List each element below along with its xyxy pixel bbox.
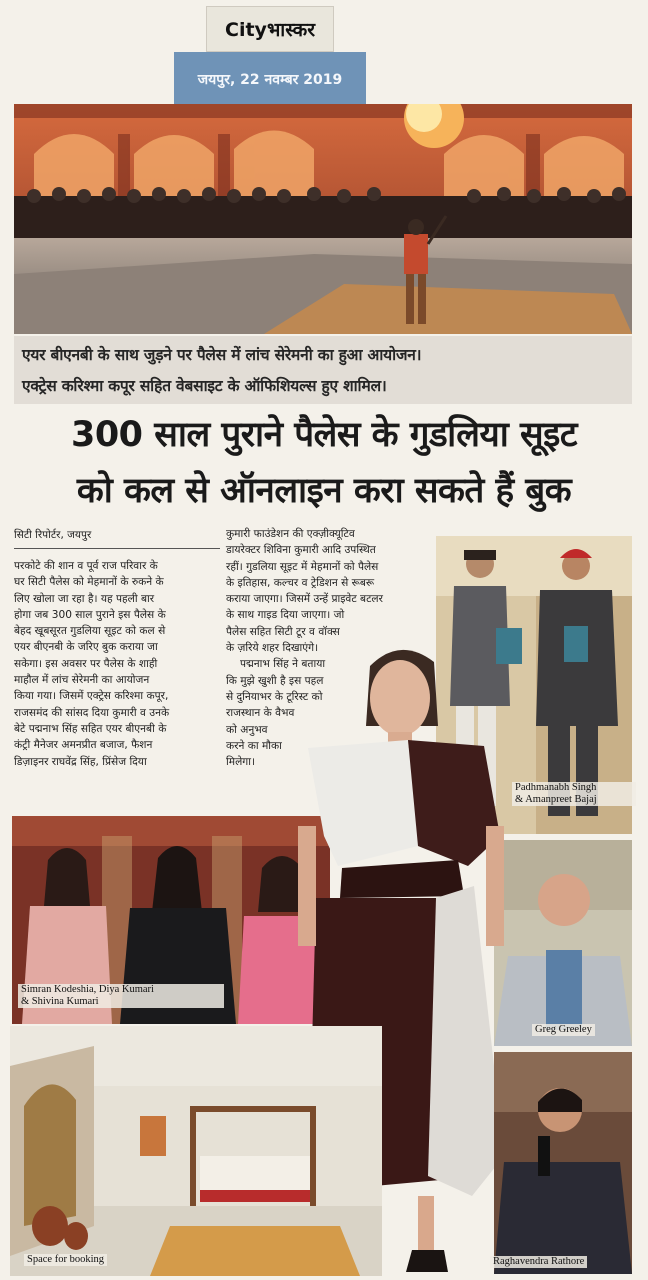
- col1-line: माहौल में लांच सेरेमनी का आयोजन: [14, 674, 150, 687]
- col2-line: पद्मनाभ सिंह ने बताया: [240, 658, 326, 671]
- raghavendra-caption: Raghavendra Rathore: [490, 1256, 587, 1268]
- col2-line: के साथ गाइड दिया जाएगा। जो: [226, 609, 345, 622]
- room-caption: Space for booking: [24, 1254, 107, 1266]
- col2-line: कि मुझे खुशी है इस पहल: [226, 674, 324, 687]
- greg-caption: Greg Greeley: [532, 1024, 595, 1036]
- group-caption: Simran Kodeshia, Diya Kumari & Shivina Kumari: [18, 984, 224, 1008]
- caption-line-2: एक्ट्रेस करिश्मा कपूर सहित वेबसाइट के ऑफिशियल्स हुए शामिल।: [22, 377, 387, 395]
- col1-line: डिज़ाइनर राघवेंद्र सिंह, प्रिंसेज दिया: [14, 755, 147, 768]
- col1-line: होगा जब 300 साल पुराने इस पैलेस के: [14, 608, 166, 621]
- byline: सिटी रिपोर्टर, जयपुर: [14, 529, 92, 541]
- greg-greeley-photo: [494, 840, 632, 1046]
- col2-line: करने का मौका: [226, 739, 282, 752]
- col1-line: एयर बीएनबी के जरिए बुक कराया जा: [14, 641, 158, 654]
- photo-caption-bar: [14, 336, 632, 404]
- col1-line: किया गया। जिसमें एक्ट्रेस करिश्मा कपूर,: [14, 690, 169, 703]
- col2-line: से दुनियाभर के टूरिस्ट को: [226, 690, 323, 703]
- col2-line: मिलेगा।: [226, 756, 255, 769]
- col1-line: लिए खोला जा रहा है। यह पहली बार: [14, 592, 155, 605]
- padmanabh-caption: Padhmanabh Singh & Amanpreet Bajaj: [512, 782, 636, 806]
- headline-line-2: को कल से ऑनलाइन करा सकते हैं बुक: [76, 471, 572, 511]
- col1-line: बेहद खूबसूरत गुडलिया सूइट को कल से: [14, 625, 166, 638]
- ceremony-photo: [14, 104, 632, 334]
- room-photo: [10, 1026, 382, 1276]
- newspaper-brand: Cityभास्कर: [206, 6, 334, 52]
- col1-line: राजसमंद की सांसद दिया कुमारी व उनके: [14, 706, 170, 719]
- raghavendra-photo: [494, 1052, 632, 1274]
- col2-line: के इतिहास, कल्चर व ट्रेडिशन से रूबरू: [226, 576, 375, 589]
- headline-line-1: 300 साल पुराने पैलेस के गुडलिया सूइट: [70, 415, 578, 455]
- col2-line: को अनुभव: [226, 723, 268, 736]
- article-column-1: [14, 558, 224, 770]
- col1-line: परकोटे की शान व पूर्व राज परिवार के: [14, 560, 158, 572]
- col1-line: बेटे पद्मनाभ सिंह सहित एयर बीएनबी के: [14, 722, 167, 735]
- col2-line: पैलेस सहित सिटी टूर व वॉक्स: [226, 625, 340, 638]
- dateline: जयपुर, 22 नवम्बर 2019: [174, 52, 366, 106]
- col2-line: कुमारी फाउंडेशन की एक्ज़ीक्यूटिव: [226, 528, 355, 540]
- col2-line: राजस्थान के वैभव: [226, 707, 295, 720]
- caption-line-1: एयर बीएनबी के साथ जुड़ने पर पैलेस में लांच सेरेमनी का हुआ आयोजन।: [22, 346, 422, 364]
- col2-line: कराया जाएगा। जिसमें उन्हें प्राइवेट बटलर: [226, 593, 383, 606]
- col2-line: रहीं। गुडलिया सूइट में मेहमानों को पैलेस: [226, 560, 379, 573]
- col2-line: के ज़रिये शहर दिखाएंगे।: [226, 642, 319, 655]
- col2-line: डायरेक्टर शिविना कुमारी आदि उपस्थित: [226, 544, 376, 557]
- col1-line: सकेगा। इस अवसर पर पैलेस के शाही: [14, 657, 158, 670]
- byline-rule: [14, 548, 220, 549]
- col1-line: घर सिटी पैलेस को मेहमानों के रुकने के: [14, 576, 164, 589]
- col1-line: कंट्री मैनेजर अमनप्रीत बजाज, फैशन: [14, 739, 153, 752]
